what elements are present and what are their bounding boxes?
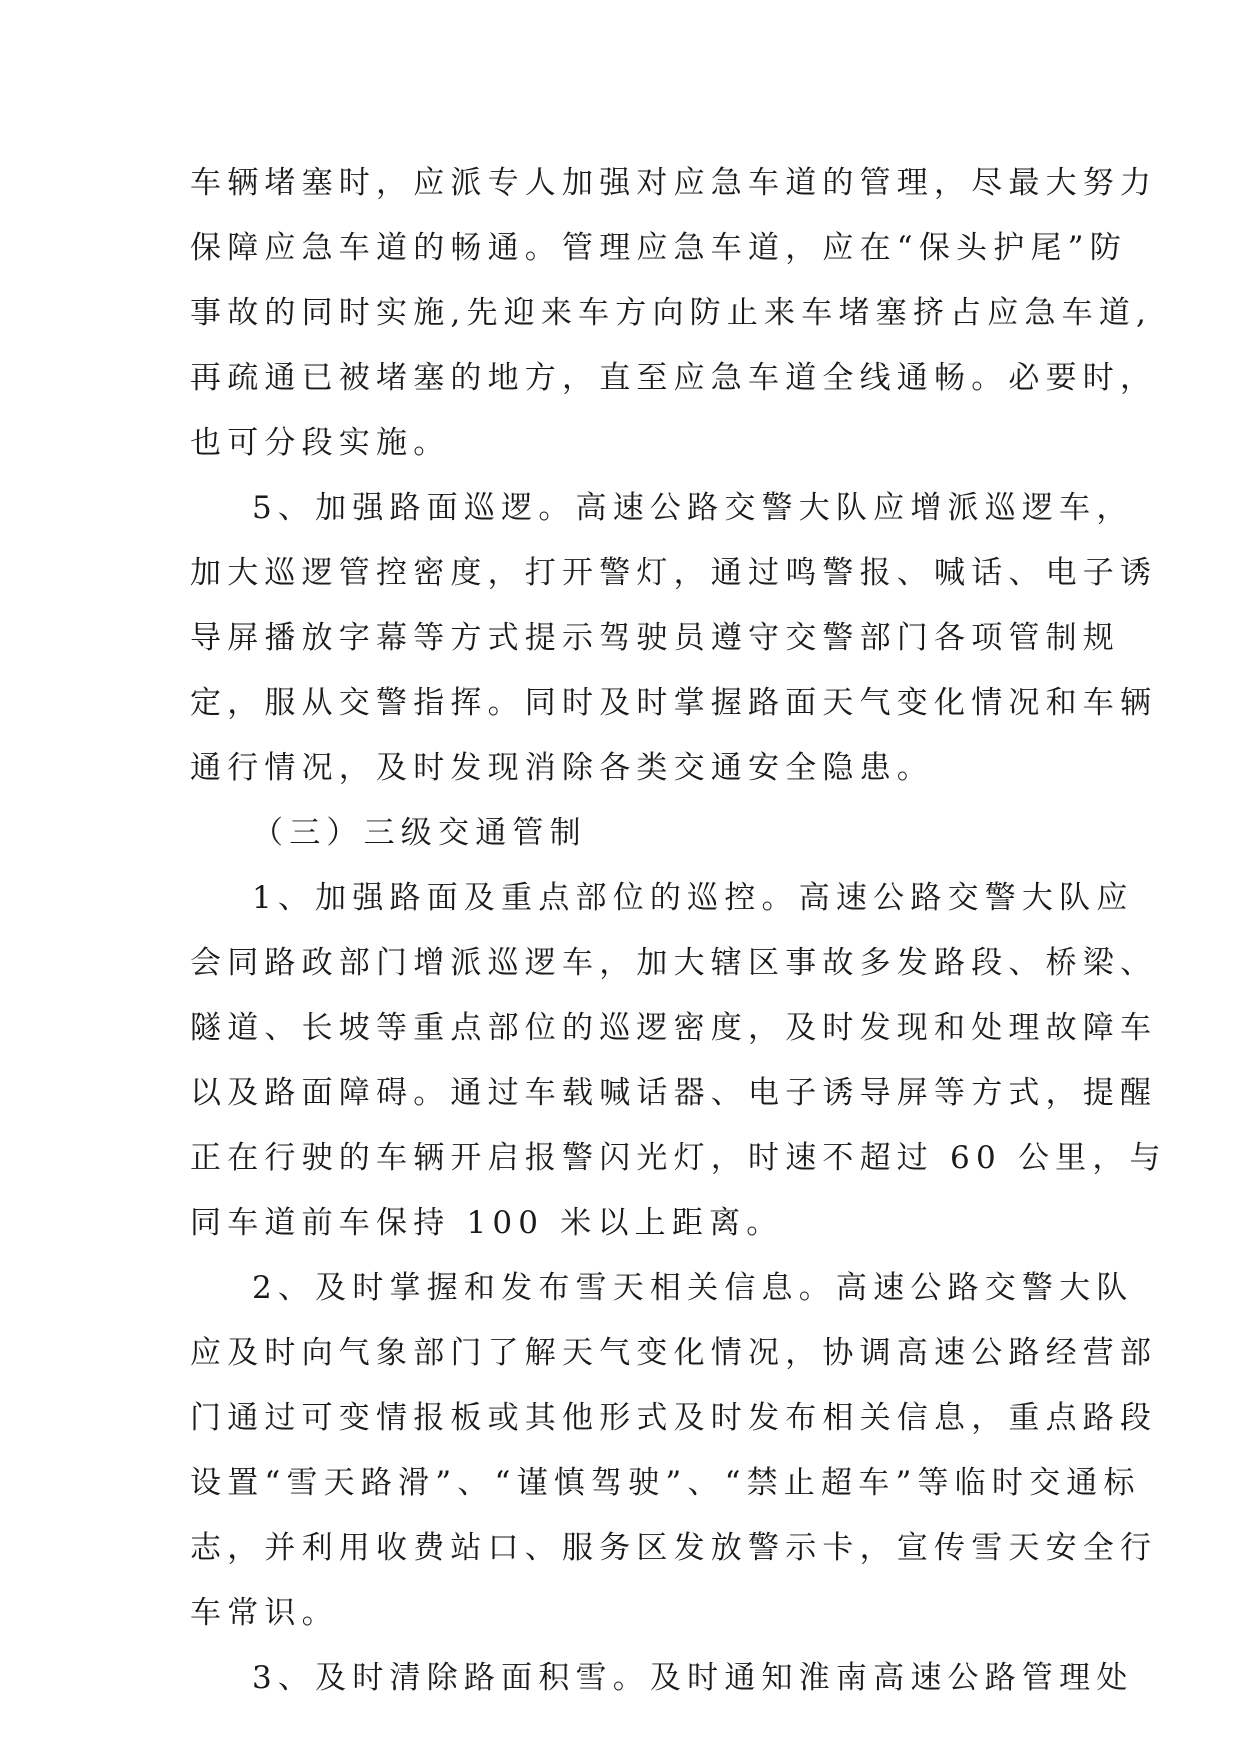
paragraph-start-line: 2、及时掌握和发布雪天相关信息。高速公路交警大队 xyxy=(252,1270,1134,1306)
paragraph-start-line: 1、加强路面及重点部位的巡控。高速公路交警大队应 xyxy=(252,880,1134,916)
text-line: 以及路面障碍。通过车载喊话器、电子诱导屏等方式，提醒 xyxy=(190,1075,1158,1111)
text-line: 车辆堵塞时，应派专人加强对应急车道的管理，尽最大努力 xyxy=(190,165,1158,201)
text-line: 保障应急车道的畅通。管理应急车道，应在“保头护尾”防 xyxy=(190,230,1127,266)
text-line: 通行情况，及时发现消除各类交通安全隐患。 xyxy=(190,750,934,786)
text-line: 应及时向气象部门了解天气变化情况，协调高速公路经营部 xyxy=(190,1335,1158,1371)
text-line: 志，并利用收费站口、服务区发放警示卡，宣传雪天安全行 xyxy=(190,1530,1158,1566)
section-heading: （三）三级交通管制 xyxy=(252,815,587,851)
text-line: 事故的同时实施,先迎来车方向防止来车堵塞挤占应急车道, xyxy=(190,295,1153,331)
text-line: 门通过可变情报板或其他形式及时发布相关信息，重点路段 xyxy=(190,1400,1158,1436)
text-line: 设置“雪天路滑”、“谨慎驾驶”、“禁止超车”等临时交通标 xyxy=(190,1465,1141,1501)
text-line: 隧道、长坡等重点部位的巡逻密度，及时发现和处理故障车 xyxy=(190,1010,1158,1046)
text-line: 定，服从交警指挥。同时及时掌握路面天气变化情况和车辆 xyxy=(190,685,1158,721)
text-line: 也可分段实施。 xyxy=(190,425,451,461)
text-line: 会同路政部门增派巡逻车，加大辖区事故多发路段、桥梁、 xyxy=(190,945,1158,981)
text-line: 再疏通已被堵塞的地方，直至应急车道全线通畅。必要时， xyxy=(190,360,1158,396)
text-line: 同车道前车保持 100 米以上距离。 xyxy=(190,1205,784,1241)
paragraph-start-line: 3、及时清除路面积雪。及时通知淮南高速公路管理处 xyxy=(252,1660,1134,1696)
text-line: 车常识。 xyxy=(190,1595,339,1631)
text-line: 导屏播放字幕等方式提示驾驶员遵守交警部门各项管制规 xyxy=(190,620,1120,656)
paragraph-start-line: 5、加强路面巡逻。高速公路交警大队应增派巡逻车， xyxy=(252,490,1134,526)
text-line: 加大巡逻管控密度，打开警灯，通过鸣警报、喊话、电子诱 xyxy=(190,555,1158,591)
text-line: 正在行驶的车辆开启报警闪光灯，时速不超过 60 公里，与 xyxy=(190,1140,1167,1176)
